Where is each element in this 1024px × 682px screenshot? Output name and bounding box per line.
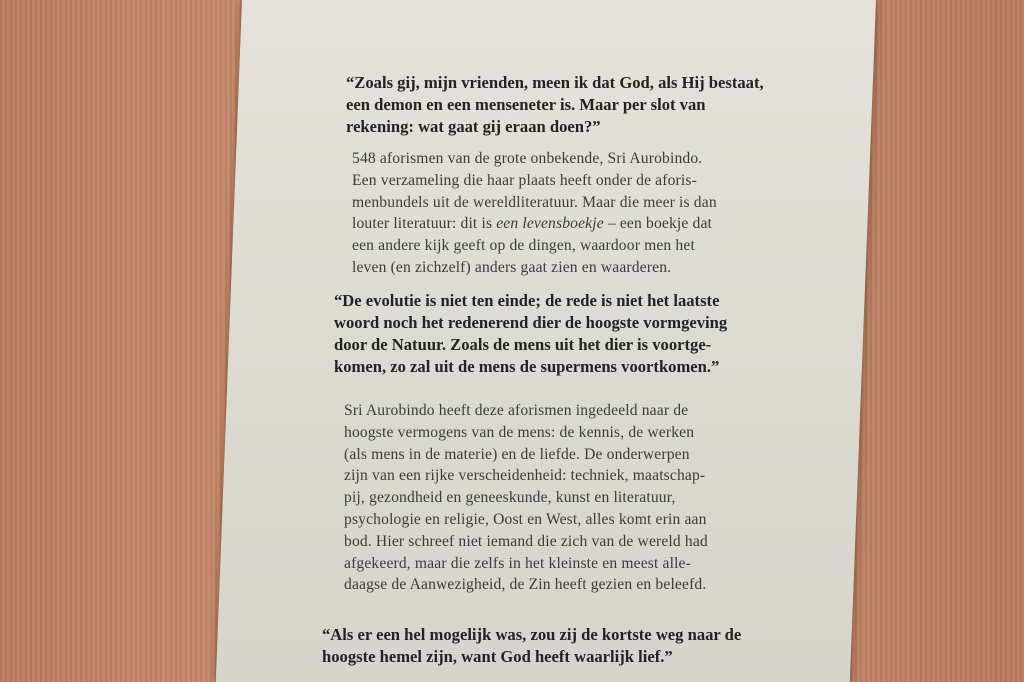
paragraph-line: psychologie en religie, Oost en West, alles komt erin aan — [344, 510, 707, 528]
paragraph-line: pij, gezondheid en geneeskunde, kunst en literatuur, — [344, 489, 676, 507]
paragraph-line: zijn van een rijke verscheidenheid: techniek, maatschap- — [344, 467, 706, 485]
paragraph-line: (als mens in de materie) en de liefde. De onderwerpen — [344, 445, 690, 463]
paragraph-line: hoogste vermogens van de mens: de kennis, de werken — [344, 423, 695, 441]
paragraph-line — [352, 213, 717, 235]
quote-line: hoogste hemel zijn, want God heeft waarlijk lief.” — [322, 647, 673, 666]
paragraph-line: Een verzameling die haar plaats heeft onder de aforis- — [352, 171, 697, 189]
quote-line: “De evolutie is niet ten einde; de rede is niet het laatste — [334, 291, 720, 310]
quote-line: rekening: wat gaat gij eraan doen?” — [346, 117, 601, 136]
paragraph-line: Sri Aurobindo heeft deze aforismen ingedeeld naar de — [344, 402, 689, 419]
quote-evolution — [334, 290, 727, 378]
paragraph-intro — [352, 148, 717, 279]
paragraph-line: bod. Hier schreef niet iemand die zich van de wereld had — [344, 532, 708, 550]
quote-god-demon — [346, 72, 764, 138]
quote-line: “Zoals gij, mijn vrienden, meen ik dat God, als Hij bestaat, — [346, 73, 764, 92]
paragraph-line: 548 aforismen van de grote onbekende, Sri Aurobindo. — [352, 150, 703, 167]
quote-line: door de Natuur. Zoals de mens uit het dier is voortge- — [334, 335, 712, 354]
quote-line: “Als er een hel mogelijk was, zou zij de kortste weg naar de — [322, 625, 742, 644]
italic-title: een levensboekje — [496, 215, 604, 233]
paragraph-description — [344, 400, 708, 596]
paragraph-line: menbundels uit de wereldliteratuur. Maar die meer is dan — [352, 193, 717, 211]
quote-line: een demon en een menseneter is. Maar per slot van — [346, 95, 706, 114]
paragraph-line: leven (en zichzelf) anders gaat zien en waarderen. — [352, 258, 672, 276]
quote-line: woord noch het redenerend dier de hoogste vormgeving — [334, 313, 728, 332]
paragraph-text: – een boekje dat — [603, 215, 713, 233]
quote-hell-heaven — [322, 624, 741, 668]
paragraph-line: afgekeerd, maar die zelfs in het kleinste en meest alle- — [344, 554, 691, 572]
paragraph-line: een andere kijk geeft op de dingen, waardoor men het — [352, 237, 695, 255]
paragraph-text: louter literatuur: dit is — [352, 215, 497, 233]
paragraph-line: daagse de Aanwezigheid, de Zin heeft gezien en beleefd. — [344, 576, 707, 594]
quote-line: komen, zo zal uit de mens de supermens voortkomen.” — [334, 357, 720, 376]
